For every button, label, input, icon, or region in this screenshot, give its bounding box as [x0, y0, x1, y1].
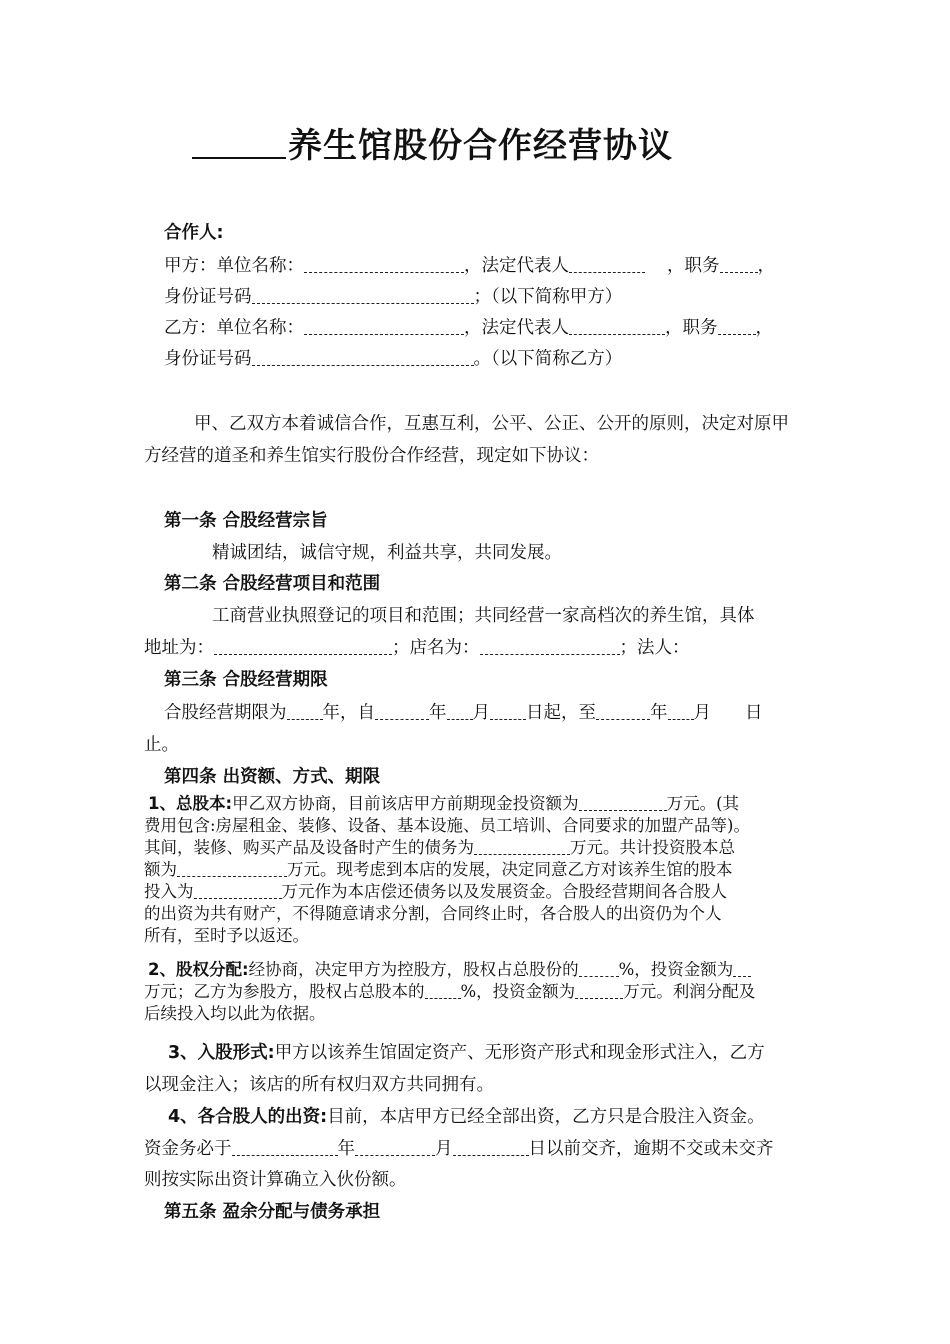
- party-b-id-blank[interactable]: [252, 349, 474, 366]
- party-a-unit-blank[interactable]: [304, 256, 464, 273]
- party-b-rep-blank[interactable]: [569, 318, 665, 335]
- article3-line2: 止。: [144, 735, 179, 755]
- article4-p1-line5: 投入为 万元作为本店偿还债务以及发展资金。合股经营期间各合股人: [144, 882, 727, 901]
- party-b-line2: 身份证号码 。（以下简称乙方）: [164, 349, 623, 369]
- party-a-title-blank[interactable]: [720, 256, 758, 273]
- article4-p2-line2: 万元；乙方为参股方，股权占总股本的 %，投资金额为 万元。利润分配及: [144, 982, 756, 1001]
- article4-p1-line6: 的出资为共有财产，不得随意请求分割，合同终止时，各合股人的出资仍为个人: [144, 904, 722, 923]
- article4-p2-line1: 2、股权分配:经协商，决定甲方为控股方，股权占总股份的 %，投资金额为: [148, 958, 751, 981]
- article2-heading: 第二条 合股经营项目和范围: [164, 574, 381, 594]
- party-b-amount-blank[interactable]: [575, 982, 623, 999]
- article2-line1: 工商营业执照登记的项目和范围；共同经营一家高档次的养生馆，具体: [212, 606, 755, 626]
- address-blank[interactable]: [214, 638, 392, 655]
- total-capital-blank[interactable]: [177, 860, 287, 877]
- title-text: 养生馆股份合作经营协议: [288, 126, 673, 166]
- shop-name-blank[interactable]: [480, 638, 620, 655]
- intro-line1: 甲、乙双方本着诚信合作，互惠互利，公平、公正、公开的原则，决定对原甲: [194, 414, 789, 434]
- party-a-amount-blank[interactable]: [733, 960, 751, 977]
- party-a-line1: 甲方：单位名称： ，法定代表人 ，职务 ，: [164, 256, 775, 276]
- deadline-year-blank[interactable]: [232, 1139, 338, 1156]
- article4-p1-line7: 所有，至时予以返还。: [144, 926, 309, 945]
- party-b-investment-blank[interactable]: [194, 882, 282, 899]
- party-a-line2: 身份证号码 ；（以下简称甲方）: [164, 287, 623, 307]
- party-a-rep-blank[interactable]: [569, 256, 645, 273]
- article4-p4-line1: 4、各合股人的出资:目前，本店甲方已经全部出资，乙方只是合股注入资金。: [168, 1107, 765, 1127]
- deadline-month-blank[interactable]: [355, 1139, 435, 1156]
- article4-p1-line1: 1、总股本:甲乙双方协商，目前该店甲方前期现金投资额为 万元。(其: [148, 794, 740, 813]
- article4-p1-line2: 费用包含:房屋租金、装修、设备、基本设施、员工培训、合同要求的加盟产品等)。: [144, 816, 750, 835]
- article1-text: 精诚团结，诚信守规，利益共享，共同发展。: [212, 543, 562, 563]
- article4-p1-line4: 额为 万元。现考虑到本店的发展，决定同意乙方对该养生馆的股本: [144, 860, 733, 879]
- end-month-blank[interactable]: [668, 703, 694, 720]
- party-b-title-blank[interactable]: [718, 318, 756, 335]
- end-year-blank[interactable]: [596, 703, 650, 720]
- title-blank[interactable]: [192, 127, 286, 159]
- start-day-blank[interactable]: [490, 703, 526, 720]
- article1-heading: 第一条 合股经营宗旨: [164, 511, 328, 531]
- start-year-blank[interactable]: [375, 703, 429, 720]
- document-title: [192, 118, 673, 167]
- party-a-share-blank[interactable]: [579, 960, 619, 977]
- article2-line2: 地址为： ；店名为： ；法人：: [144, 638, 690, 658]
- party-b-line1: 乙方：单位名称： ，法定代表人 ，职务 ，: [164, 318, 773, 338]
- article4-p1-line3: 其间，装修、购买产品及设备时产生的债务为 万元。共计投资股本总: [144, 838, 735, 857]
- party-b-unit-blank[interactable]: [304, 318, 464, 335]
- article4-p4-line2: 资金务必于 年 月 日以前交齐，逾期不交或未交齐: [144, 1139, 774, 1159]
- article4-heading: 第四条 出资额、方式、期限: [164, 767, 381, 787]
- start-month-blank[interactable]: [447, 703, 473, 720]
- article4-p3-line1: 3、入股形式:甲方以该养生馆固定资产、无形资产形式和现金形式注入，乙方: [168, 1043, 765, 1063]
- debt-amount-blank[interactable]: [474, 838, 570, 855]
- term-years-blank[interactable]: [287, 703, 323, 720]
- intro-line2: 方经营的道圣和养生馆实行股份合作经营，现定如下协议：: [144, 446, 599, 466]
- party-a-id-blank[interactable]: [252, 287, 474, 304]
- article3-line1: 合股经营期限为 年，自 年 月 日起，至 年 月 日: [164, 703, 763, 723]
- article4-p3-line2: 以现金注入；该店的所有权归双方共同拥有。: [144, 1075, 494, 1095]
- article4-p2-line3: 后续投入均以此为依据。: [144, 1004, 326, 1023]
- initial-investment-blank[interactable]: [579, 794, 667, 811]
- deadline-day-blank[interactable]: [453, 1139, 529, 1156]
- article3-heading: 第三条 合股经营期限: [164, 670, 328, 690]
- party-b-share-blank[interactable]: [425, 982, 461, 999]
- article5-heading: 第五条 盈余分配与债务承担: [164, 1202, 381, 1222]
- partners-heading: 合作人:: [164, 223, 224, 243]
- article4-p4-line3: 则按实际出资计算确立入伙份额。: [144, 1170, 407, 1190]
